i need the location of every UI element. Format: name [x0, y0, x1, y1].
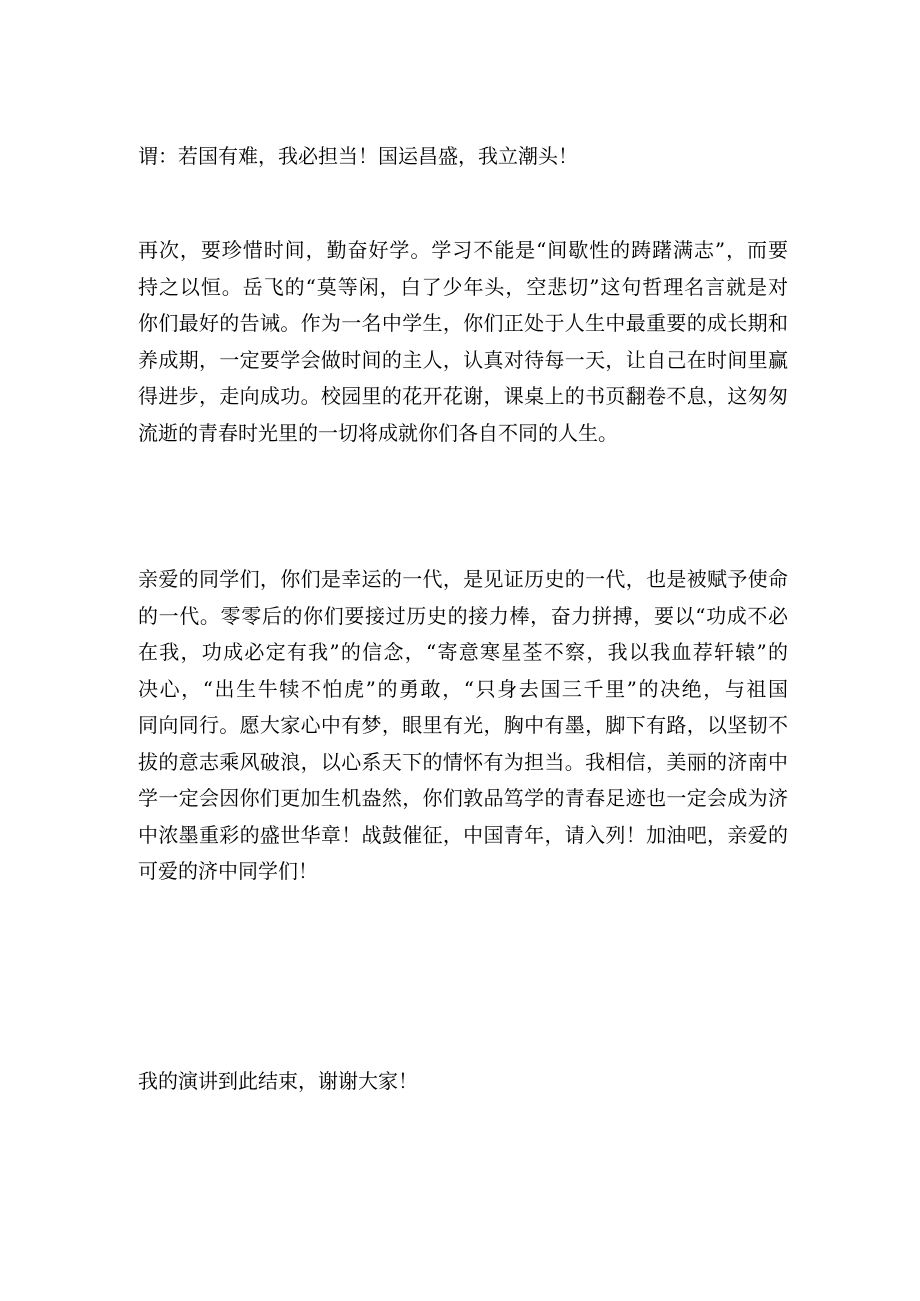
- text-line: 的一代。零零后的你们要接过历史的接力棒，奋力拼搏，要以“功成不必: [138, 603, 788, 628]
- text-line: 学一定会因你们更加生机盎然，你们敦品笃学的青春足迹也一定会成为济: [138, 786, 788, 810]
- text-line: 我的演讲到此结束，谢谢大家！: [138, 1069, 418, 1093]
- text-line: 拔的意志乘风破浪，以心系天下的情怀有为担当。我相信，美丽的济南中: [138, 749, 788, 774]
- text-line: 亲爱的同学们，你们是幸运的一代，是见证历史的一代，也是被赋予使命: [138, 567, 788, 591]
- text-line: 谓：若国有难，我必担当！国运昌盛，我立潮头！: [138, 144, 578, 168]
- paragraph-2: [138, 232, 788, 451]
- text-line: 可爱的济中同学们！: [138, 859, 318, 883]
- paragraph-1: [138, 138, 788, 175]
- paragraph-3: [138, 561, 788, 890]
- text-line: 你们最好的告诫。作为一名中学生，你们正处于人生中最重要的成长期和: [138, 311, 788, 335]
- text-line: 同向同行。愿大家心中有梦，眼里有光，胸中有墨，脚下有路，以坚韧不: [138, 713, 788, 737]
- text-line: 在我，功成必定有我”的信念，“寄意寒星荃不察，我以我血荐轩辕”的: [138, 640, 788, 664]
- text-line: 养成期，一定要学会做时间的主人，认真对待每一天，让自己在时间里赢: [138, 347, 788, 372]
- text-line: 中浓墨重彩的盛世华章！战鼓催征，中国青年，请入列！加油吧，亲爱的: [138, 822, 788, 847]
- text-line: 决心，“出生牛犊不怕虎”的勇敢，“只身去国三千里”的决绝，与祖国: [138, 676, 788, 701]
- text-line: 持之以恒。岳飞的“莫等闲，白了少年头，空悲切”这句哲理名言就是对: [138, 274, 788, 299]
- text-line: 得进步，走向成功。校园里的花开花谢，课桌上的书页翻卷不息，这匆匆: [138, 384, 788, 408]
- text-line: 再次，要珍惜时间，勤奋好学。学习不能是“间歇性的踌躇满志”，而要: [138, 238, 788, 262]
- text-line: 流逝的青春时光里的一切将成就你们各自不同的人生。: [138, 420, 618, 445]
- paragraph-4: [138, 1063, 788, 1100]
